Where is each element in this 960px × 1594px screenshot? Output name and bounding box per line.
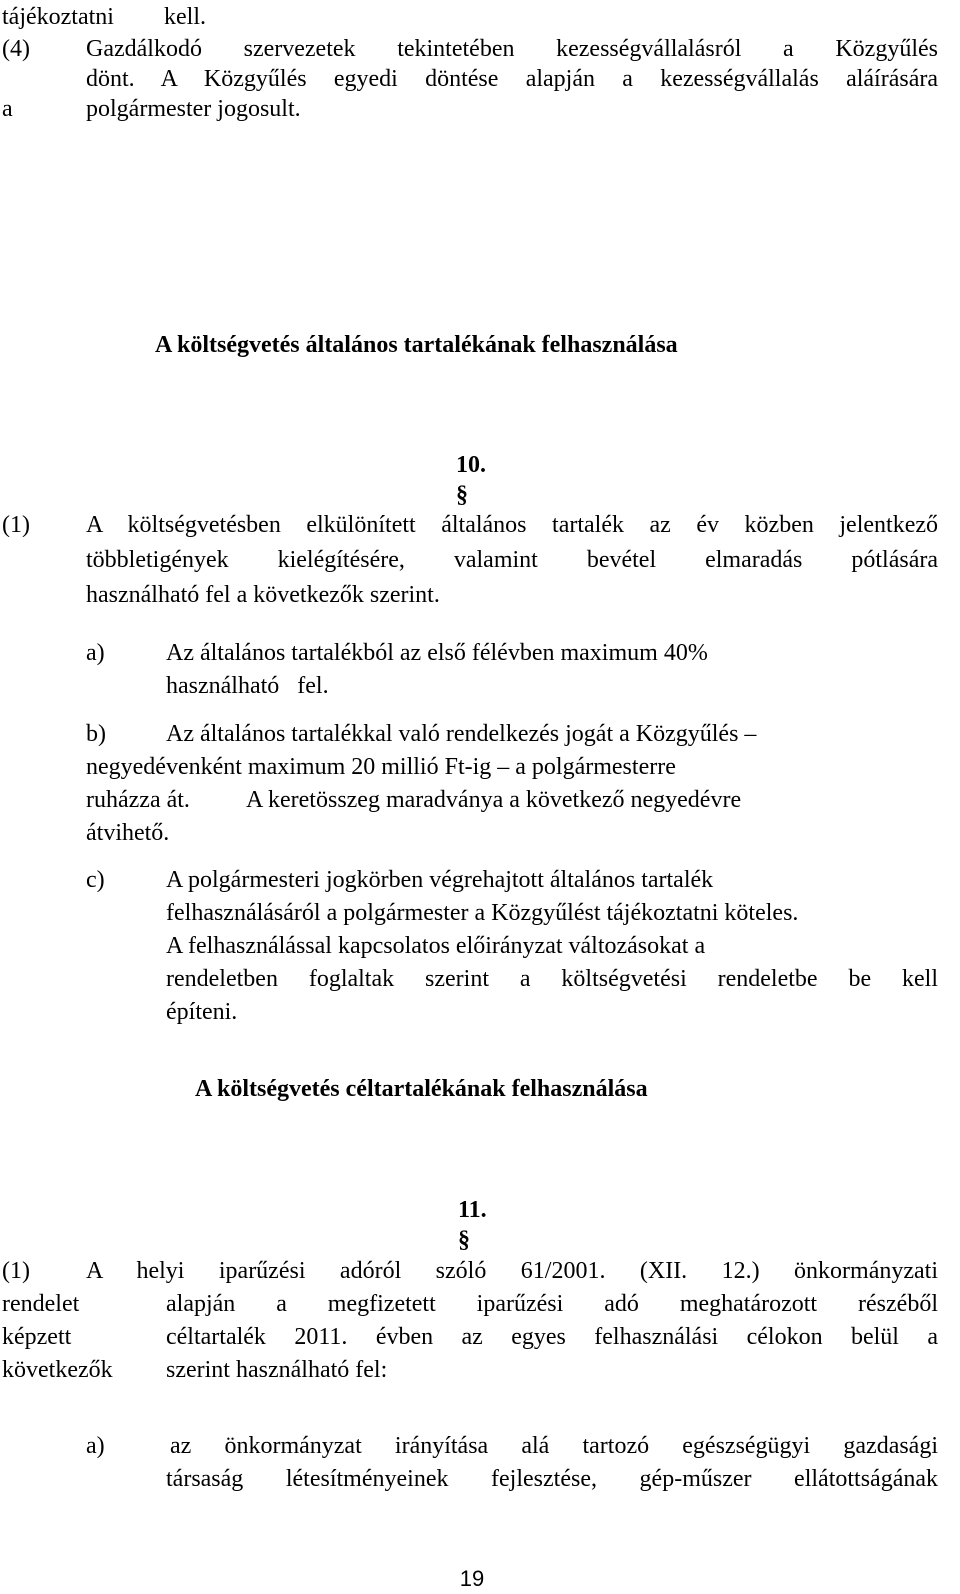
paragraph-label: (4) — [2, 36, 30, 62]
list-item-line: használható fel. — [166, 673, 329, 699]
list-item-line: A felhasználással kapcsolatos előirányzat változásokat a — [166, 933, 706, 959]
paragraph-line: A helyi iparűzési adóról szóló 61/2001. (XII. 12.) önkormányzati — [86, 1258, 938, 1284]
paragraph-line: céltartalék 2011. évben az egyes felhasználási célokon belül a — [166, 1324, 938, 1350]
section-number — [446, 1165, 487, 1255]
paragraph-line: használható fel a következők szerint. — [86, 582, 440, 608]
section-title: A költségvetés céltartalékának felhasználása — [195, 1076, 648, 1102]
list-item-line: társaság létesítményeinek fejlesztése, gép-műszer ellátottságának — [166, 1466, 938, 1492]
list-label: a) — [86, 640, 105, 666]
section-number-value: 10. — [456, 452, 486, 478]
paragraph-line: Gazdálkodó szervezetek tekintetében kezességvállalásról a Közgyűlés — [86, 36, 938, 62]
list-item-line: Az általános tartalékkal való rendelkezés jogát a Közgyűlés – — [166, 721, 757, 747]
list-item-line: Az általános tartalékból az első félévben maximum 40% — [166, 640, 708, 666]
paragraph-label: (1) — [2, 512, 30, 538]
section-title: A költségvetés általános tartalékának felhasználása — [155, 332, 678, 358]
continuation-word: tájékoztatni — [2, 4, 114, 30]
section-number-value: 11. — [458, 1197, 487, 1223]
list-label: c) — [86, 867, 105, 893]
list-item-line: rendeletben foglaltak szerint a költségvetési rendeletbe be kell — [166, 966, 938, 992]
paragraph-line: dönt. A Közgyűlés egyedi döntése alapján a kezességvállalás aláírására — [86, 66, 938, 92]
list-item-line: átvihető. — [86, 820, 170, 846]
section-symbol: § — [458, 1227, 470, 1253]
paragraph-word: következők — [2, 1357, 113, 1383]
paragraph-label: (1) — [2, 1258, 30, 1284]
paragraph-line: alapján a megfizetett iparűzési adó meghatározott részéből — [166, 1291, 938, 1317]
list-label: a) — [86, 1433, 105, 1459]
paragraph-word: rendelet — [2, 1291, 80, 1317]
paragraph-line: szerint használható fel: — [166, 1357, 388, 1383]
paragraph-line: többletigények kielégítésére, valamint bevétel elmaradás pótlására — [86, 547, 938, 573]
paragraph-word: képzett — [2, 1324, 72, 1350]
page-number: 19 — [459, 1566, 485, 1591]
list-item-line: negyedévenként maximum 20 millió Ft-ig – a polgármesterre — [86, 754, 676, 780]
paragraph-line: A költségvetésben elkülönített általános tartalék az év közben jelentkező — [86, 512, 938, 538]
list-item-line: az önkormányzat irányítása alá tartozó egészségügyi gazdasági — [170, 1433, 938, 1459]
list-item-line: építeni. — [166, 999, 238, 1025]
paragraph-label: a — [2, 96, 13, 122]
list-item-line: felhasználásáról a polgármester a Közgyűlést tájékoztatni köteles. — [166, 900, 799, 926]
list-item-line: A keretösszeg maradványa a következő negyedévre — [246, 787, 742, 813]
list-item-line: ruházza át. — [86, 787, 190, 813]
section-symbol: § — [456, 482, 468, 508]
section-number — [444, 420, 486, 510]
list-label: b) — [86, 721, 106, 747]
continuation-word: kell. — [164, 4, 206, 30]
paragraph-line: polgármester jogosult. — [86, 96, 301, 122]
list-item-line: A polgármesteri jogkörben végrehajtott általános tartalék — [166, 867, 714, 893]
